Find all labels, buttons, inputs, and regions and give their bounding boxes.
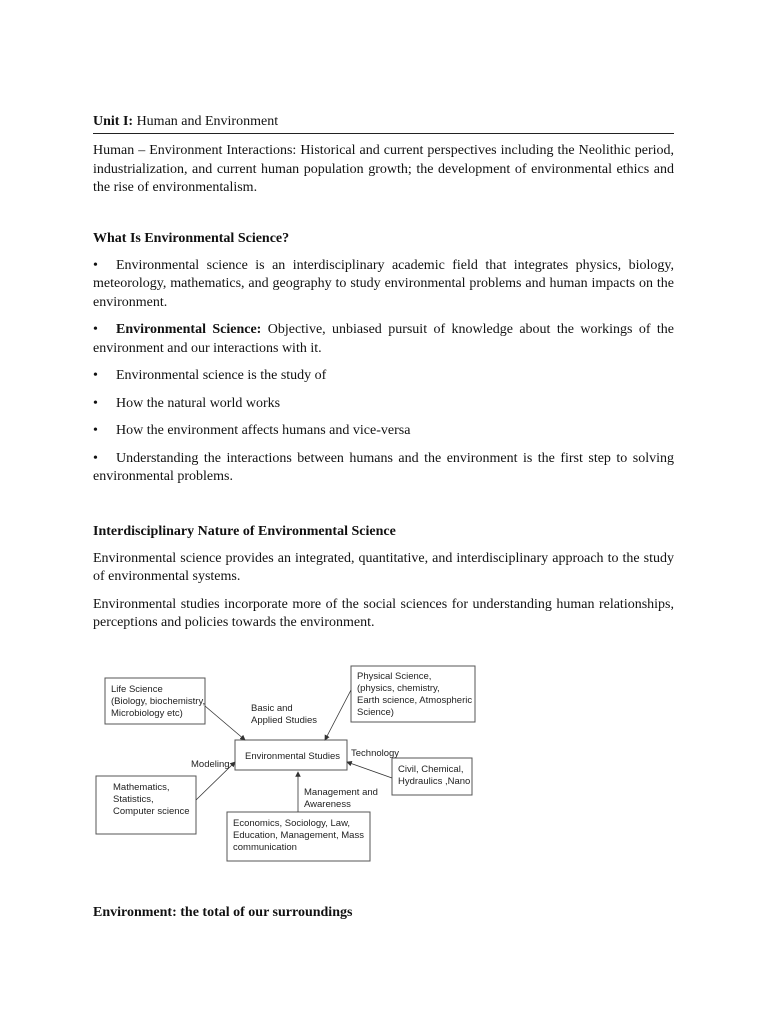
bullet-dot: • <box>93 395 98 411</box>
document-page <box>93 112 674 642</box>
environmental-studies-diagram <box>93 660 483 870</box>
bullet-dot: • <box>93 423 98 438</box>
bullet-dot: • <box>93 450 98 466</box>
physical-science-label: Physical Science, (physics, chemistry, Earth science, Atmospheric Science) <box>357 671 473 718</box>
unit-label: Unit I: <box>93 114 134 129</box>
life-science-label: Life Science (Biology, biochemistry, Microbiology etc) <box>111 684 206 719</box>
civil-label: Civil, Chemical, Hydraulics ,Nano <box>398 764 471 787</box>
management-label: Management and Awareness <box>304 787 378 810</box>
bullet-dot: • <box>93 368 98 383</box>
bullet-dot: • <box>93 257 98 273</box>
section-heading-interdisciplinary: Interdisciplinary Nature of Environmental Science <box>93 523 396 539</box>
bullet-item: • How the natural world works <box>93 395 674 414</box>
paragraph: Environmental studies incorporate more of the social sciences for understanding human relationships, perceptions and policies towards the environment. <box>93 596 674 630</box>
mathematics-label: Mathematics, Statistics, Computer science <box>113 782 190 817</box>
section-heading-what-is: What Is Environmental Science? <box>93 230 290 246</box>
arrow-life-to-center <box>205 706 245 740</box>
arrow-civil-to-center <box>347 762 392 778</box>
modeling-label: Modeling <box>191 759 230 770</box>
bullet-item: • Environmental Science: Objective, unbiased pursuit of knowledge about the workings of the environment and our interactions with it. <box>93 322 674 356</box>
bullet-item: • Environmental science is the study of <box>93 367 674 386</box>
bold-term: Environmental Science: <box>116 322 262 337</box>
technology-label: Technology <box>351 748 400 759</box>
bullet-item: • Understanding the interactions between humans and the environment is the first step to solving environmental problems. <box>93 450 674 484</box>
center-label: Environmental Studies <box>245 751 341 762</box>
unit-heading <box>93 112 674 134</box>
section-heading-environment: Environment: the total of our surroundings <box>93 905 353 920</box>
bullet-dot: • <box>93 322 98 337</box>
economics-label: Economics, Sociology, Law, Education, Management, Mass communication <box>233 818 364 853</box>
basic-applied-label: Basic and Applied Studies <box>251 703 318 726</box>
intro-paragraph: Human – Environment Interactions: Historical and current perspectives including the Neolithic period, industrialization, and current human population growth; the development of environmental ethics and the rise of environmentalism. <box>93 143 674 195</box>
unit-title: Human and Environment <box>136 114 279 129</box>
bullet-item: • How the environment affects humans and vice-versa <box>93 422 674 441</box>
arrow-physical-to-center <box>325 690 351 740</box>
bullet-item: • Environmental science is an interdisciplinary academic field that integrates physics, biology, meteorology, mathematics, and geography to study environmental problems and human impacts on the environment. <box>93 257 674 310</box>
paragraph: Environmental science provides an integrated, quantitative, and interdisciplinary approach to the study of environmental systems. <box>93 550 674 584</box>
